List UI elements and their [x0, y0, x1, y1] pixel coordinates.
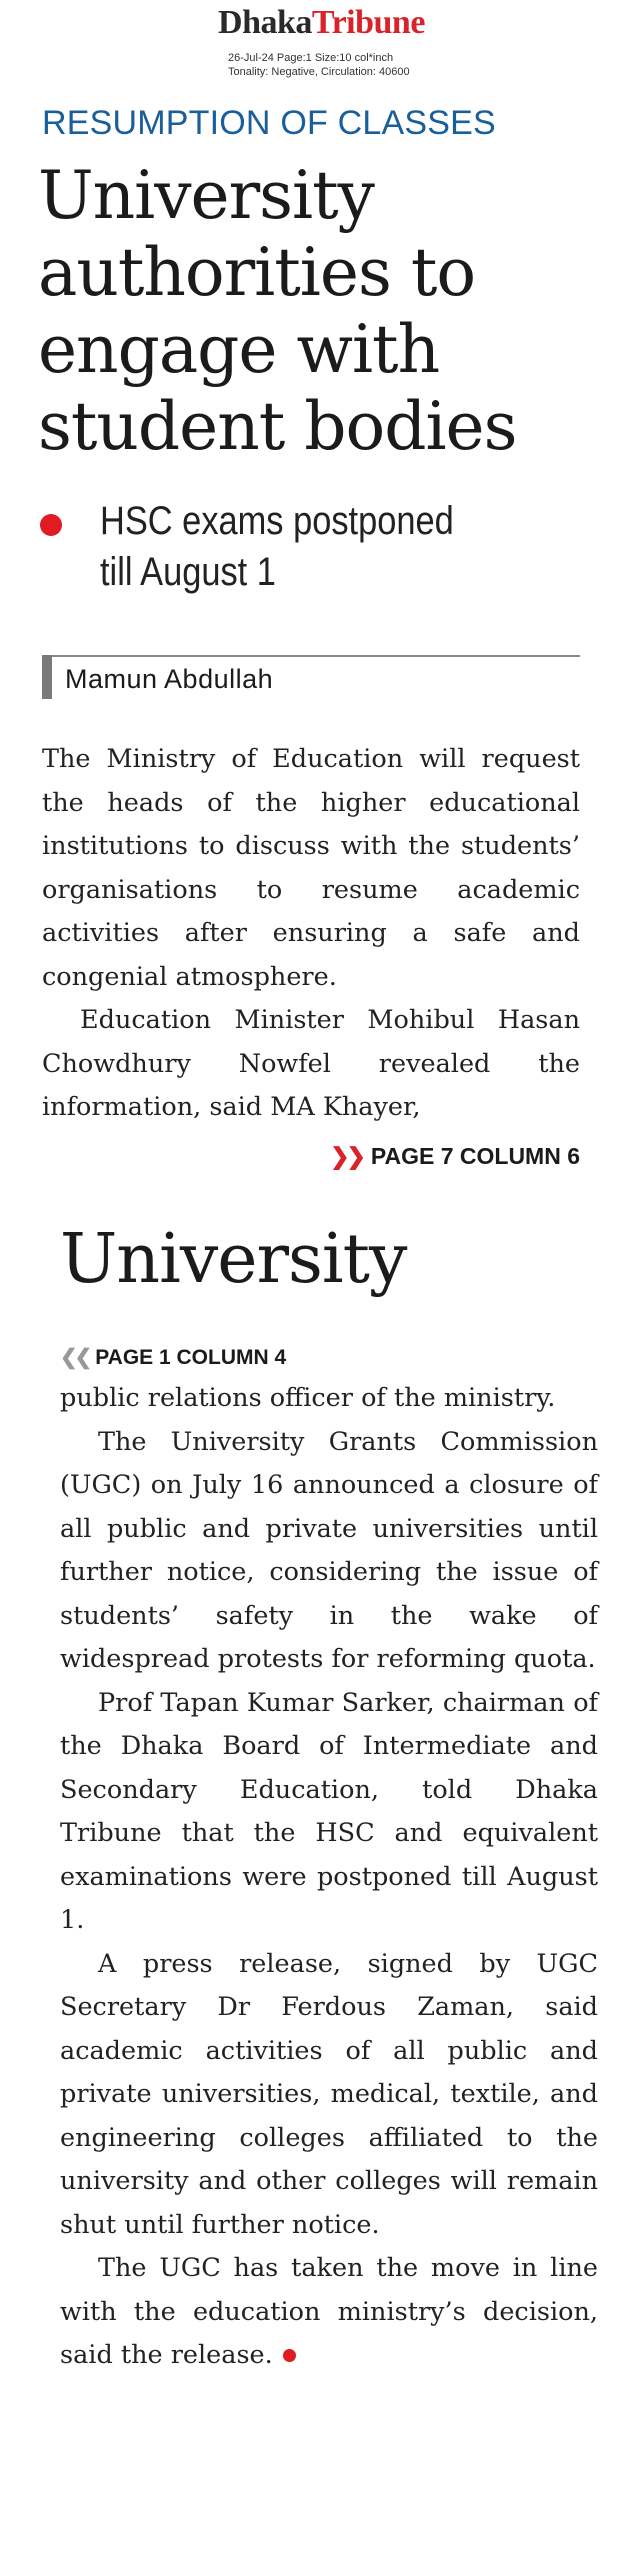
continuation-paragraph: Prof Tapan Kumar Sarker, chairman of the Dhaka Board of Intermediate and Secondary Education, told Dhaka Tribune that the HSC and equivalent examinations were postponed till August 1. — [60, 1687, 598, 1935]
clip-meta-line-2: Tonality: Negative, Circulation: 40600 — [228, 66, 410, 78]
clip-metadata — [228, 51, 410, 79]
bullet-dot-icon — [40, 514, 62, 536]
article-headline: University authorities to engage with student bodies — [38, 157, 517, 465]
article-body — [42, 738, 580, 1130]
article-paragraph: Education Minister Mohibul Hasan Chowdhury Nowfel revealed the information, said MA Khayer, — [42, 1005, 580, 1122]
jump-in-reference — [60, 1345, 286, 1370]
article-subhead: HSC exams postponed till August 1 — [100, 499, 454, 594]
continuation-body — [60, 1377, 598, 2378]
end-dot-icon — [283, 2349, 296, 2362]
byline: Mamun Abdullah — [65, 664, 274, 694]
continuation-paragraph: The University Grants Commission (UGC) on July 16 announced a closure of all public and private universities until further notice, considering the issue of students’ safety in the wake of widespread protests for reforming quota. — [60, 1426, 598, 1674]
double-chevron-left-icon: ❮❮ — [60, 1346, 90, 1369]
jump-in-label: PAGE 1 COLUMN 4 — [95, 1346, 287, 1369]
article-paragraph: The Ministry of Education will request the heads of the higher educational institutions to discuss with the students’ organisations to resume academic activities after ensuring a safe and congenial atmosphere. — [42, 744, 580, 992]
continuation-paragraph-text: The UGC has taken the move in line with the education ministry’s decision, said the release. — [60, 2253, 598, 2370]
article-kicker: RESUMPTION OF CLASSES — [42, 104, 496, 142]
continuation-paragraph: public relations officer of the ministry. — [60, 1383, 556, 1413]
newspaper-logo: DhakaTribune — [218, 4, 425, 41]
masthead — [0, 4, 643, 42]
jump-out-reference — [318, 1143, 580, 1170]
clip-meta-line-1: 26-Jul-24 Page:1 Size:10 col*inch — [228, 52, 394, 64]
jump-out-label: PAGE 7 COLUMN 6 — [370, 1143, 580, 1169]
double-chevron-right-icon: ❯❯ — [330, 1143, 363, 1169]
byline-bar — [42, 655, 52, 699]
byline-rule — [42, 655, 580, 657]
continuation-paragraph-last — [60, 2247, 598, 2378]
continuation-heading: University — [60, 1220, 407, 1299]
continuation-paragraph: A press release, signed by UGC Secretary Dr Ferdous Zaman, said academic activities of all public and private universities, medical, textile, and engineering colleges affiliated to the university and other colleges will remain shut until further notice. — [60, 1948, 598, 2240]
